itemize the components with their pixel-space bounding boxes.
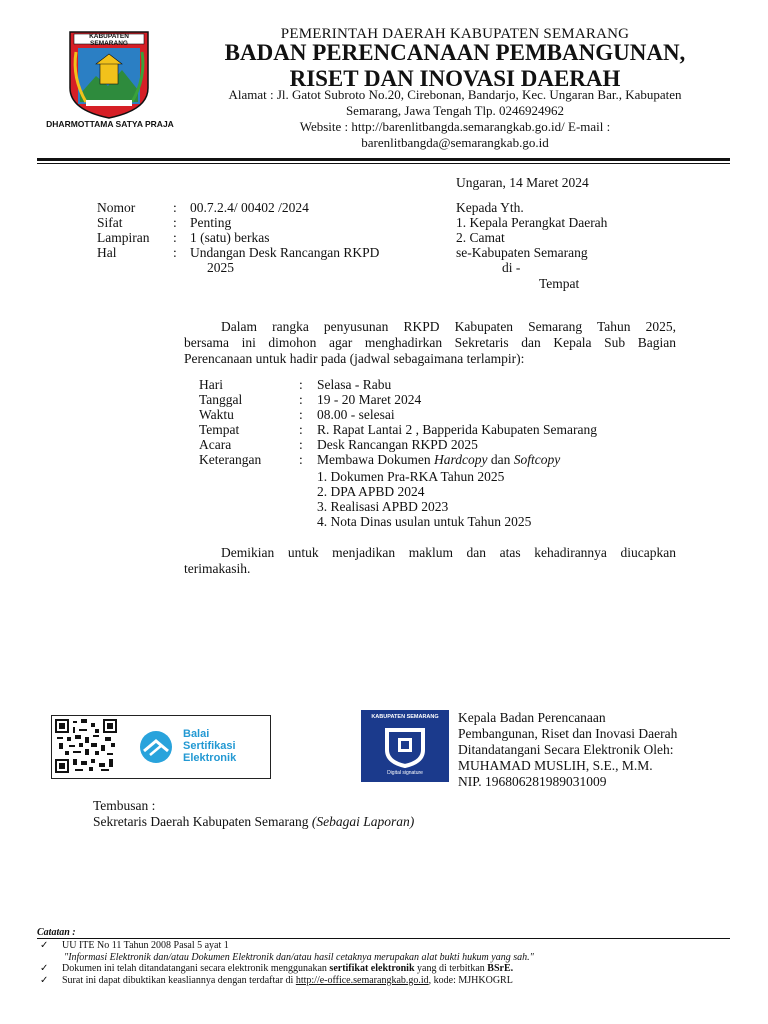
- recipient-line: di -: [502, 260, 521, 275]
- recipient-line: Tempat: [539, 276, 580, 291]
- meta-colon: :: [173, 230, 177, 245]
- shield-icon: [383, 724, 427, 768]
- schedule-colon: :: [299, 377, 303, 392]
- intro-line: bersama ini dimohon agar menghadirkan Sekretaris dan Kepala Sub Bagian: [184, 335, 676, 350]
- tembusan-item-note: (Sebagai Laporan): [311, 814, 415, 829]
- agency-name: [205, 40, 705, 92]
- closing-paragraph: [184, 545, 676, 561]
- closing-line: Demikian untuk menjadikan maklum dan atas kehadirannya diucapkan: [221, 545, 676, 560]
- government-name: PEMERINTAH DAERAH KABUPATEN SEMARANG: [280, 26, 630, 42]
- schedule-label: Waktu: [199, 407, 234, 422]
- agency-name-line1: BADAN PERENCANAAN PEMBANGUNAN,: [224, 40, 686, 65]
- checkmark-icon: ✓: [40, 963, 49, 974]
- meta-colon: :: [173, 215, 177, 230]
- bsre-label: [183, 728, 236, 764]
- schedule-value: 19 - 20 Maret 2024: [317, 392, 422, 407]
- address-line2: Semarang, Jawa Tengah Tlp. 0246924962: [345, 103, 565, 118]
- tembusan-block: [93, 798, 414, 830]
- note-bold: sertifikat elektronik: [329, 963, 415, 974]
- checkmark-icon: ✓: [40, 974, 49, 986]
- signature-block: [458, 710, 728, 790]
- meta-label: Lampiran: [97, 230, 150, 245]
- document-list: [317, 469, 531, 529]
- intro-line: Perencanaan untuk hadir pada (jadwal sebagaimana terlampir):: [184, 351, 525, 366]
- schedule-value: R. Rapat Lantai 2 , Bapperida Kabupaten Semarang: [317, 422, 598, 437]
- intro-paragraph: [184, 319, 676, 367]
- address-line4: barenlitbangda@semarangkab.go.id: [361, 135, 549, 150]
- note-bsre: BSrE.: [487, 963, 514, 974]
- note-text: yang di terbitkan: [414, 963, 488, 974]
- logo-motto: DHARMOTTAMA SATYA PRAJA: [46, 119, 174, 129]
- address-line3: Website : http://barenlitbangda.semarangkab.go.id/ E-mail :: [299, 119, 611, 134]
- meta-label: Sifat: [97, 215, 123, 230]
- schedule-label: Keterangan: [199, 452, 262, 467]
- signatory-nip: NIP. 196806281989031009: [458, 774, 607, 789]
- schedule-label: Tanggal: [199, 392, 243, 407]
- schedule-colon: :: [299, 407, 303, 422]
- intro-line: Dalam rangka penyusunan RKPD Kabupaten Semarang Tahun 2025,: [221, 319, 676, 334]
- keterangan-prefix: Membawa Dokumen: [317, 452, 434, 467]
- signature-title-line: Kepala Badan Perencanaan: [458, 710, 606, 725]
- document-list-item: 1. Dokumen Pra-RKA Tahun 2025: [317, 469, 505, 484]
- meta-label: Nomor: [97, 200, 136, 215]
- place-date: Ungaran, 14 Maret 2024: [456, 175, 589, 190]
- schedule-value: 08.00 - selesai: [317, 407, 395, 422]
- meta-label: Hal: [97, 245, 117, 260]
- address-line1: Alamat : Jl. Gatot Subroto No.20, Cirebonan, Bandarjo, Kec. Ungaran Bar., Kabupaten: [228, 87, 682, 102]
- document-list-item: 3. Realisasi APBD 2023: [317, 499, 449, 514]
- bsre-label-line: Sertifikasi: [183, 740, 236, 752]
- closing-line: terimakasih.: [184, 561, 251, 576]
- note-item: [40, 963, 730, 975]
- note-text: Dokumen ini telah ditandatangani secara elektronik menggunakan: [62, 963, 330, 974]
- digital-signature-badge: [361, 710, 449, 782]
- header-divider-thick: [37, 158, 730, 161]
- agency-address: [205, 87, 705, 151]
- document-list-item: 2. DPA APBD 2024: [317, 484, 425, 499]
- tembusan-item-text: Sekretaris Daerah Kabupaten Semarang: [93, 814, 312, 829]
- meta-hal-continuation: 2025: [207, 260, 234, 275]
- checkmark-icon: ✓: [40, 940, 49, 951]
- schedule-label: Acara: [199, 437, 232, 452]
- keterangan-softcopy: Softcopy: [513, 452, 561, 467]
- recipient-line: 1. Kepala Perangkat Daerah: [456, 215, 608, 230]
- schedule-value: [317, 452, 697, 468]
- tembusan-item: [93, 814, 414, 830]
- schedule-label: Tempat: [199, 422, 240, 437]
- badge-bottom-label: Digital signature: [387, 770, 423, 776]
- meta-value: 1 (satu) berkas: [190, 230, 270, 245]
- meta-colon: :: [173, 245, 177, 260]
- bsre-logo-icon: [136, 729, 178, 765]
- signature-note: Ditandatangani Secara Elektronik Oleh:: [458, 742, 674, 757]
- schedule-colon: :: [299, 392, 303, 407]
- notes-list: [40, 940, 730, 986]
- badge-top-label: KABUPATEN SEMARANG: [371, 714, 439, 720]
- note-item: [40, 940, 730, 952]
- note-quote: "Informasi Elektronik dan/atau Dokumen Elektronik dan/atau hasil cetaknya merupakan alat bukti hukum yang sah.": [64, 951, 534, 963]
- schedule-colon: :: [299, 452, 303, 467]
- document-list-item: 4. Nota Dinas usulan untuk Tahun 2025: [317, 514, 532, 529]
- schedule-colon: :: [299, 422, 303, 437]
- signatory-name: MUHAMAD MUSLIH, S.E., M.M.: [458, 758, 653, 773]
- meta-colon: :: [173, 200, 177, 215]
- bsre-label-line: Balai: [183, 728, 210, 740]
- logo-regency-name: KABUPATEN SEMARANG: [89, 33, 129, 47]
- recipient-greeting: Kepada Yth.: [456, 200, 524, 215]
- note-text: , kode: MJHKOGRL: [428, 974, 513, 986]
- notes-title: Catatan :: [37, 927, 76, 938]
- recipient-line: 2. Camat: [456, 230, 505, 245]
- signature-title-line: Pembangunan, Riset dan Inovasi Daerah: [458, 726, 678, 741]
- schedule-value: Selasa - Rabu: [317, 377, 392, 392]
- eoffice-link[interactable]: http://e-office.semarangkab.go.id: [295, 974, 429, 986]
- notes-divider: [37, 938, 730, 939]
- keterangan-mid: dan: [487, 452, 514, 467]
- bsre-label-line: Elektronik: [183, 752, 237, 764]
- recipient-block: [456, 200, 706, 291]
- recipient-line: se-Kabupaten Semarang: [456, 245, 588, 260]
- meta-value: 00.7.2.4/ 00402 /2024: [190, 200, 309, 215]
- header-divider-thin: [37, 163, 730, 164]
- note-text: UU ITE No 11 Tahun 2008 Pasal 5 ayat 1: [62, 940, 229, 951]
- agency-name-line2: RISET DAN INOVASI DAERAH: [289, 66, 621, 91]
- keterangan-hardcopy: Hardcopy: [433, 452, 488, 467]
- schedule-colon: :: [299, 437, 303, 452]
- note-item: [40, 975, 730, 987]
- meta-value: Penting: [190, 215, 232, 230]
- note-text: Surat ini dapat dibuktikan keasliannya dengan terdaftar di: [62, 974, 296, 986]
- tembusan-title: Tembusan :: [93, 798, 156, 813]
- schedule-label: Hari: [199, 377, 223, 392]
- schedule-value: Desk Rancangan RKPD 2025: [317, 437, 478, 452]
- meta-value: Undangan Desk Rancangan RKPD: [190, 245, 380, 260]
- qr-code-icon[interactable]: [55, 719, 117, 773]
